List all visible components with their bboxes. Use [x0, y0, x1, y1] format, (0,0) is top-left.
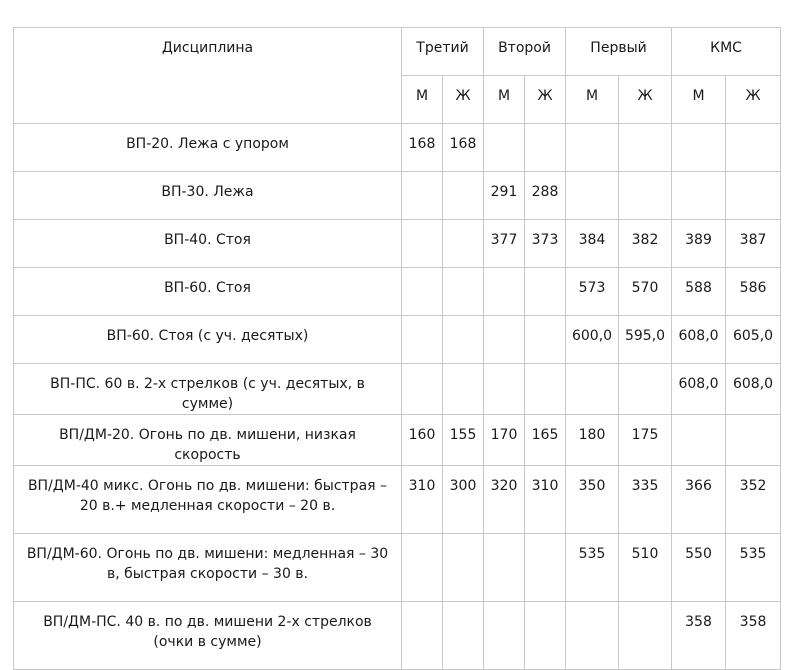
value-cell: 350 — [566, 466, 619, 534]
table-row — [14, 602, 781, 670]
value-cell: 160 — [402, 415, 443, 466]
table-row — [14, 316, 781, 364]
value-cell — [443, 172, 484, 220]
value-cell: 570 — [619, 268, 672, 316]
value-cell — [672, 415, 726, 466]
value-cell — [672, 124, 726, 172]
table-row — [14, 415, 781, 466]
table-row — [14, 172, 781, 220]
header-row-groups — [14, 28, 781, 76]
value-cell — [402, 220, 443, 268]
discipline-cell: ВП-60. Стоя (с уч. десятых) — [14, 316, 402, 364]
value-cell — [619, 172, 672, 220]
value-cell — [402, 364, 443, 415]
value-cell: 320 — [484, 466, 525, 534]
value-cell — [484, 124, 525, 172]
header-group-second: Второй — [484, 28, 566, 76]
value-cell: 358 — [672, 602, 726, 670]
value-cell — [525, 534, 566, 602]
value-cell — [484, 316, 525, 364]
value-cell — [484, 602, 525, 670]
value-cell: 550 — [672, 534, 726, 602]
value-cell — [525, 124, 566, 172]
value-cell — [566, 602, 619, 670]
table-row — [14, 534, 781, 602]
discipline-cell: ВП/ДМ-ПС. 40 в. по дв. мишени 2-х стрелков (очки в сумме) — [14, 602, 402, 670]
value-cell: 366 — [672, 466, 726, 534]
value-cell — [726, 124, 781, 172]
table-row — [14, 364, 781, 415]
value-cell — [672, 172, 726, 220]
value-cell: 180 — [566, 415, 619, 466]
value-cell — [726, 415, 781, 466]
standards-table-container — [13, 27, 781, 670]
value-cell — [525, 316, 566, 364]
value-cell — [566, 124, 619, 172]
discipline-cell: ВП/ДМ-40 микс. Огонь по дв. мишени: быстрая – 20 в.+ медленная скорости – 20 в. — [14, 466, 402, 534]
value-cell: 300 — [443, 466, 484, 534]
header-sub-zh: Ж — [726, 76, 781, 124]
value-cell: 595,0 — [619, 316, 672, 364]
header-sub-zh: Ж — [619, 76, 672, 124]
value-cell — [443, 220, 484, 268]
value-cell: 608,0 — [672, 316, 726, 364]
value-cell: 168 — [443, 124, 484, 172]
value-cell: 175 — [619, 415, 672, 466]
value-cell — [443, 534, 484, 602]
value-cell: 600,0 — [566, 316, 619, 364]
table-row — [14, 124, 781, 172]
value-cell — [402, 316, 443, 364]
discipline-cell: ВП-20. Лежа с упором — [14, 124, 402, 172]
value-cell: 291 — [484, 172, 525, 220]
value-cell: 535 — [566, 534, 619, 602]
table-row — [14, 268, 781, 316]
value-cell: 586 — [726, 268, 781, 316]
header-sub-zh: Ж — [525, 76, 566, 124]
value-cell — [619, 124, 672, 172]
value-cell: 573 — [566, 268, 619, 316]
header-group-kms: КМС — [672, 28, 781, 76]
value-cell — [402, 172, 443, 220]
value-cell — [525, 268, 566, 316]
value-cell — [443, 316, 484, 364]
value-cell: 535 — [726, 534, 781, 602]
header-group-third: Третий — [402, 28, 484, 76]
standards-table — [13, 27, 781, 670]
header-sub-zh: Ж — [443, 76, 484, 124]
value-cell: 310 — [525, 466, 566, 534]
value-cell: 510 — [619, 534, 672, 602]
value-cell — [619, 602, 672, 670]
value-cell: 310 — [402, 466, 443, 534]
discipline-cell: ВП-ПС. 60 в. 2-х стрелков (с уч. десятых, в сумме) — [14, 364, 402, 415]
value-cell — [566, 364, 619, 415]
value-cell: 605,0 — [726, 316, 781, 364]
value-cell: 155 — [443, 415, 484, 466]
header-discipline: Дисциплина — [14, 28, 402, 124]
value-cell: 288 — [525, 172, 566, 220]
value-cell — [443, 364, 484, 415]
header-sub-m: М — [672, 76, 726, 124]
value-cell: 170 — [484, 415, 525, 466]
discipline-cell: ВП/ДМ-60. Огонь по дв. мишени: медленная – 30 в, быстрая скорости – 30 в. — [14, 534, 402, 602]
value-cell — [402, 268, 443, 316]
value-cell: 335 — [619, 466, 672, 534]
value-cell — [619, 364, 672, 415]
header-sub-m: М — [484, 76, 525, 124]
value-cell — [484, 364, 525, 415]
value-cell — [402, 602, 443, 670]
value-cell: 608,0 — [672, 364, 726, 415]
discipline-cell: ВП-40. Стоя — [14, 220, 402, 268]
value-cell: 588 — [672, 268, 726, 316]
value-cell — [566, 172, 619, 220]
value-cell: 168 — [402, 124, 443, 172]
value-cell — [484, 268, 525, 316]
value-cell: 382 — [619, 220, 672, 268]
value-cell: 165 — [525, 415, 566, 466]
header-group-first: Первый — [566, 28, 672, 76]
value-cell — [484, 534, 525, 602]
value-cell: 608,0 — [726, 364, 781, 415]
value-cell: 373 — [525, 220, 566, 268]
discipline-cell: ВП/ДМ-20. Огонь по дв. мишени, низкая скорость — [14, 415, 402, 466]
table-row — [14, 466, 781, 534]
value-cell: 389 — [672, 220, 726, 268]
value-cell: 387 — [726, 220, 781, 268]
value-cell — [443, 268, 484, 316]
value-cell: 384 — [566, 220, 619, 268]
value-cell — [525, 364, 566, 415]
header-sub-m: М — [402, 76, 443, 124]
header-sub-m: М — [566, 76, 619, 124]
table-row — [14, 220, 781, 268]
value-cell: 377 — [484, 220, 525, 268]
value-cell — [525, 602, 566, 670]
value-cell — [726, 172, 781, 220]
value-cell — [443, 602, 484, 670]
discipline-cell: ВП-60. Стоя — [14, 268, 402, 316]
value-cell — [402, 534, 443, 602]
value-cell: 358 — [726, 602, 781, 670]
value-cell: 352 — [726, 466, 781, 534]
discipline-cell: ВП-30. Лежа — [14, 172, 402, 220]
